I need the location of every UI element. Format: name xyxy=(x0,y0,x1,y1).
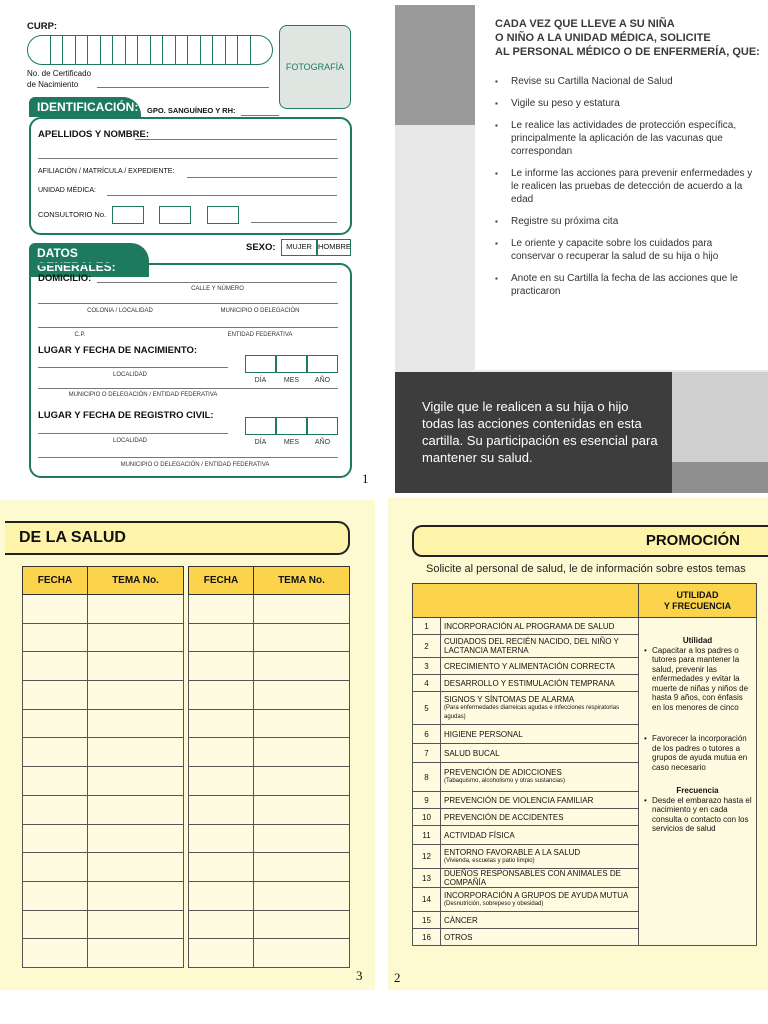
table-row xyxy=(189,881,350,910)
table-row xyxy=(189,681,350,710)
topic-cell[interactable] xyxy=(88,767,184,796)
topic-name xyxy=(441,725,639,744)
topic-title: INCORPORACIÓN A GRUPOS DE AYUDA MUTUA xyxy=(444,890,629,900)
topic-title: SALUD BUCAL xyxy=(444,748,500,758)
affiliation-label: AFILIACIÓN / MATRÍCULA / EXPEDIENTE: xyxy=(38,168,175,175)
date-cell[interactable] xyxy=(23,795,88,824)
topic-name xyxy=(441,869,639,888)
table-row xyxy=(23,881,184,910)
topic-cell[interactable] xyxy=(254,709,350,738)
topic-number: 10 xyxy=(413,809,441,826)
topic-name xyxy=(441,929,639,946)
day-caption: DÍA xyxy=(254,377,267,384)
registry-year-box[interactable] xyxy=(307,417,338,435)
topic-title: PREVENCIÓN DE ADICCIONES xyxy=(444,768,562,777)
birth-locality-field[interactable] xyxy=(38,367,228,368)
topic-cell[interactable] xyxy=(254,623,350,652)
table-row xyxy=(189,623,350,652)
topic-number: 7 xyxy=(413,744,441,763)
frequency-title: Frecuencia xyxy=(676,786,719,795)
col-header-topic: TEMA No. xyxy=(88,567,184,595)
registry-label: LUGAR Y FECHA DE REGISTRO CIVIL: xyxy=(38,410,214,421)
topic-name xyxy=(441,618,639,635)
male-option[interactable]: HOMBRE xyxy=(317,239,351,256)
topic-row xyxy=(413,618,757,635)
table-row xyxy=(23,623,184,652)
office-box-1[interactable] xyxy=(112,206,144,224)
date-cell[interactable] xyxy=(189,595,254,624)
topic-cell[interactable] xyxy=(88,939,184,968)
topic-cell[interactable] xyxy=(254,652,350,681)
topic-title: ENTORNO FAVORABLE A LA SALUD xyxy=(444,847,581,857)
topic-name xyxy=(441,658,639,675)
topic-name xyxy=(441,792,639,809)
table-row xyxy=(23,652,184,681)
identification-page xyxy=(5,5,375,489)
topic-number: 13 xyxy=(413,869,441,888)
certificate-label: No. de Certificado de Nacimiento xyxy=(27,69,92,89)
date-cell[interactable] xyxy=(189,795,254,824)
registry-municipality-caption: MUNICIPIO O DELEGACIÓN / ENTIDAD FEDERATIVA xyxy=(120,462,270,468)
birth-municipality-caption: MUNICIPIO O DELEGACIÓN / ENTIDAD FEDERATIVA xyxy=(68,392,218,398)
topic-note: (Desnutrición, sobrepeso y obesidad) xyxy=(444,900,544,907)
promotion-header xyxy=(412,525,768,557)
table-row xyxy=(23,738,184,767)
utility-item: • Favorecer la incorporación de los padres o tutores a grupos de ayuda mutua en caso necesario xyxy=(643,734,752,772)
blood-type-field[interactable] xyxy=(241,115,279,116)
utility-header: UTILIDAD Y FRECUENCIA xyxy=(639,584,757,618)
topic-cell[interactable] xyxy=(254,795,350,824)
date-cell[interactable] xyxy=(189,910,254,939)
topic-note: (Tabaquismo, alcoholismo y otras sustancias) xyxy=(444,778,566,784)
topic-number: 3 xyxy=(413,658,441,675)
cp-caption: C.P. xyxy=(74,332,86,338)
date-cell[interactable] xyxy=(189,767,254,796)
topic-title: ACTIVIDAD FÍSICA xyxy=(444,830,515,840)
registry-day-box[interactable] xyxy=(245,417,276,435)
date-cell[interactable] xyxy=(23,709,88,738)
name-label: APELLIDOS Y NOMBRE: xyxy=(38,129,150,140)
topic-note: (Vivienda, escuelas y patio limpio) xyxy=(444,857,535,864)
topic-number: 4 xyxy=(413,675,441,692)
registry-municipality-field[interactable] xyxy=(38,457,338,458)
page-number: 3 xyxy=(356,968,363,983)
topic-name xyxy=(441,763,639,792)
topic-cell[interactable] xyxy=(254,939,350,968)
colony-caption: COLONIA / LOCALIDAD xyxy=(87,308,153,314)
page-number: 1 xyxy=(362,471,369,486)
table-row xyxy=(23,795,184,824)
topic-name xyxy=(441,744,639,763)
photo-box xyxy=(279,25,351,109)
topic-cell[interactable] xyxy=(254,767,350,796)
instructions-page xyxy=(395,5,768,493)
registry-month-box[interactable] xyxy=(276,417,307,435)
log-table-left xyxy=(22,566,184,968)
blood-type-label: GPO. SANGUÍNEO Y RH: xyxy=(147,106,236,115)
topic-cell[interactable] xyxy=(88,853,184,882)
decor-block-2 xyxy=(672,372,768,462)
topic-cell[interactable] xyxy=(88,824,184,853)
birth-municipality-field[interactable] xyxy=(38,388,338,389)
office-label: CONSULTORIO No. xyxy=(38,210,107,219)
table-row xyxy=(189,795,350,824)
table-row xyxy=(23,595,184,624)
topic-title: CRECIMIENTO Y ALIMENTACIÓN CORRECTA xyxy=(444,661,615,671)
date-cell[interactable] xyxy=(189,881,254,910)
utility-frequency-cell xyxy=(639,618,757,946)
promotion-title: PROMOCIÓN xyxy=(645,532,740,549)
topic-number: 12 xyxy=(413,845,441,869)
topic-cell[interactable] xyxy=(254,681,350,710)
table-row xyxy=(23,681,184,710)
topic-name xyxy=(441,912,639,929)
curp-field[interactable] xyxy=(27,35,273,65)
topic-name xyxy=(441,845,639,869)
month-caption-2: MES xyxy=(283,439,300,446)
table-row xyxy=(189,709,350,738)
sex-label: SEXO: xyxy=(246,242,276,253)
topic-cell[interactable] xyxy=(254,881,350,910)
promotion-page xyxy=(388,498,768,990)
identification-header: IDENTIFICACIÓN: xyxy=(29,97,141,117)
health-log-page xyxy=(0,500,375,990)
topic-cell[interactable] xyxy=(88,623,184,652)
topic-number: 2 xyxy=(413,635,441,658)
birth-month-box[interactable] xyxy=(276,355,307,373)
topic-name xyxy=(441,888,639,912)
municipality-caption: MUNICIPIO O DELEGACIÓN xyxy=(220,308,300,314)
office-field[interactable] xyxy=(251,222,337,223)
topic-note: (Para enfermedades diarreicas agudas e infecciones respiratorias agudas) xyxy=(444,704,620,720)
date-cell[interactable] xyxy=(23,939,88,968)
table-row xyxy=(189,738,350,767)
page-number: 2 xyxy=(394,970,401,985)
topic-title: PREVENCIÓN DE ACCIDENTES xyxy=(444,812,564,822)
topic-number: 16 xyxy=(413,929,441,946)
topic-cell[interactable] xyxy=(88,595,184,624)
topic-title: HIGIENE PERSONAL xyxy=(444,729,523,739)
table-row xyxy=(23,853,184,882)
list-item: ▪ Registre su próxima cita xyxy=(495,215,755,228)
topic-cell[interactable] xyxy=(254,853,350,882)
birth-place-label: LUGAR Y FECHA DE NACIMIENTO: xyxy=(38,345,198,356)
date-cell[interactable] xyxy=(23,623,88,652)
topic-number: 9 xyxy=(413,792,441,809)
table-row xyxy=(189,652,350,681)
topic-title: CÁNCER xyxy=(444,915,478,925)
registry-locality-field[interactable] xyxy=(38,433,228,434)
month-caption: MES xyxy=(283,377,300,384)
topic-title: DESARROLLO Y ESTIMULACIÓN TEMPRANA xyxy=(444,678,615,688)
birth-year-box[interactable] xyxy=(307,355,338,373)
table-row xyxy=(23,824,184,853)
topic-title: SIGNOS Y SÍNTOMAS DE ALARMA xyxy=(444,694,575,704)
topic-cell[interactable] xyxy=(254,595,350,624)
female-option[interactable]: MUJER xyxy=(281,239,317,256)
address-label: DOMICILIO: xyxy=(38,273,92,284)
date-cell[interactable] xyxy=(189,652,254,681)
general-data-header: DATOS GENERALES: xyxy=(29,243,149,277)
date-cell[interactable] xyxy=(189,738,254,767)
topic-cell[interactable] xyxy=(254,910,350,939)
date-cell[interactable] xyxy=(23,853,88,882)
list-item: ▪ Le informe las acciones para prevenir enfermedades y le realicen las pruebas de detección de acuerdo a la edad xyxy=(495,167,755,206)
date-cell[interactable] xyxy=(23,681,88,710)
date-cell[interactable] xyxy=(23,767,88,796)
topic-title: PREVENCIÓN DE VIOLENCIA FAMILIAR xyxy=(444,795,594,805)
date-cell[interactable] xyxy=(189,853,254,882)
topic-cell[interactable] xyxy=(254,738,350,767)
topic-name xyxy=(441,826,639,845)
topic-number: 6 xyxy=(413,725,441,744)
topic-name xyxy=(441,675,639,692)
instructions-heading: CADA VEZ QUE LLEVE A SU NIÑA O NIÑO A LA UNIDAD MÉDICA, SOLICITE AL PERSONAL MÉDICO O DE ENFERMERÍA, QUE: xyxy=(495,18,760,58)
topic-cell[interactable] xyxy=(88,709,184,738)
state-caption: ENTIDAD FEDERATIVA xyxy=(227,332,293,338)
table-row xyxy=(23,709,184,738)
topic-cell[interactable] xyxy=(254,824,350,853)
topics-table xyxy=(412,583,757,946)
topic-number: 8 xyxy=(413,763,441,792)
topic-name xyxy=(441,635,639,658)
utility-item: • Capacitar a los padres o tutores para mantener la salud, prevenir las enfermedades y evitar la muerte de niñas y niños de hasta 9 años, con énfasis en los menores de cinco xyxy=(643,646,752,713)
office-box-2[interactable] xyxy=(159,206,191,224)
section-header xyxy=(5,521,350,555)
topic-title: OTROS xyxy=(444,932,473,942)
topic-number: 14 xyxy=(413,888,441,912)
topic-cell[interactable] xyxy=(88,910,184,939)
topic-title: DUEÑOS RESPONSABLES CON ANIMALES DE COMPAÑÍA xyxy=(444,869,621,887)
birth-locality-caption: LOCALIDAD xyxy=(112,372,147,378)
date-cell[interactable] xyxy=(23,824,88,853)
col-header-date: FECHA xyxy=(189,567,254,595)
section-title: DE LA SALUD xyxy=(19,529,126,546)
date-cell[interactable] xyxy=(189,681,254,710)
date-cell[interactable] xyxy=(23,595,88,624)
decor-block-1 xyxy=(395,5,475,125)
day-caption-2: DÍA xyxy=(254,439,267,446)
log-table-right xyxy=(188,566,350,968)
list-item: ▪ Le realice las actividades de protección específica, principalmente la aplicación de las vacunas que correspondan xyxy=(495,119,755,158)
topic-number: 5 xyxy=(413,692,441,725)
col-header-date: FECHA xyxy=(23,567,88,595)
list-item: ▪ Revise su Cartilla Nacional de Salud xyxy=(495,75,755,88)
colony-field[interactable] xyxy=(38,303,338,304)
date-cell[interactable] xyxy=(23,881,88,910)
curp-label: CURP: xyxy=(27,21,58,32)
table-row xyxy=(23,939,184,968)
promotion-subtitle: Solicite al personal de salud, le de información sobre estos temas xyxy=(426,563,746,575)
table-row xyxy=(189,939,350,968)
date-cell[interactable] xyxy=(23,738,88,767)
blank-header xyxy=(413,584,639,618)
table-row xyxy=(189,910,350,939)
street-field[interactable] xyxy=(97,282,337,283)
cp-field[interactable] xyxy=(38,327,338,328)
table-row xyxy=(189,595,350,624)
table-row xyxy=(23,767,184,796)
utility-title: Utilidad xyxy=(682,636,713,645)
date-cell[interactable] xyxy=(189,824,254,853)
topic-number: 1 xyxy=(413,618,441,635)
birth-day-box[interactable] xyxy=(245,355,276,373)
col-header-topic: TEMA No. xyxy=(254,567,350,595)
date-cell[interactable] xyxy=(189,623,254,652)
decor-block-3 xyxy=(672,462,768,493)
topic-cell[interactable] xyxy=(88,795,184,824)
topic-cell[interactable] xyxy=(88,881,184,910)
medical-unit-field[interactable] xyxy=(107,195,337,196)
street-caption: CALLE Y NÚMERO xyxy=(191,286,244,292)
year-caption: AÑO xyxy=(314,377,331,384)
list-item: ▪ Le oriente y capacite sobre los cuidados para conservar o recuperar la salud de su hija o hijo xyxy=(495,237,755,263)
topic-title: INCORPORACIÓN AL PROGRAMA DE SALUD xyxy=(444,621,615,631)
table-row xyxy=(189,767,350,796)
list-item: ▪ Vigile su peso y estatura xyxy=(495,97,755,110)
footer-message: Vigile que le realicen a su hija o hijo todas las acciones contenidas en esta cartilla. Su participación es esencial para mantener su salud. xyxy=(422,399,658,465)
office-box-3[interactable] xyxy=(207,206,239,224)
year-caption-2: AÑO xyxy=(314,439,331,446)
photo-label: FOTOGRAFÍA xyxy=(285,62,345,72)
affiliation-field[interactable] xyxy=(187,177,337,178)
date-cell[interactable] xyxy=(23,652,88,681)
table-row xyxy=(189,824,350,853)
topic-cell[interactable] xyxy=(88,652,184,681)
topic-number: 11 xyxy=(413,826,441,845)
topic-name xyxy=(441,809,639,826)
list-item: ▪ Anote en su Cartilla la fecha de las acciones que le practicaron xyxy=(495,272,755,298)
medical-unit-label: UNIDAD MÉDICA: xyxy=(38,187,96,194)
date-cell[interactable] xyxy=(189,939,254,968)
table-row xyxy=(23,910,184,939)
frequency-item: • Desde el embarazo hasta el nacimiento y en cada consulta o contacto con los servicios de salud xyxy=(643,796,752,834)
date-cell[interactable] xyxy=(189,709,254,738)
topic-cell[interactable] xyxy=(88,738,184,767)
certificate-field[interactable] xyxy=(97,87,269,88)
instructions-list xyxy=(495,75,755,307)
topic-name xyxy=(441,692,639,725)
table-row xyxy=(189,853,350,882)
topic-cell[interactable] xyxy=(88,681,184,710)
date-cell[interactable] xyxy=(23,910,88,939)
topic-title: CUIDADOS DEL RECIÉN NACIDO, DEL NIÑO Y LACTANCIA MATERNA xyxy=(444,637,619,655)
topic-number: 15 xyxy=(413,912,441,929)
name-field-2[interactable] xyxy=(38,158,338,159)
name-field[interactable] xyxy=(135,139,337,140)
registry-locality-caption: LOCALIDAD xyxy=(112,438,147,444)
